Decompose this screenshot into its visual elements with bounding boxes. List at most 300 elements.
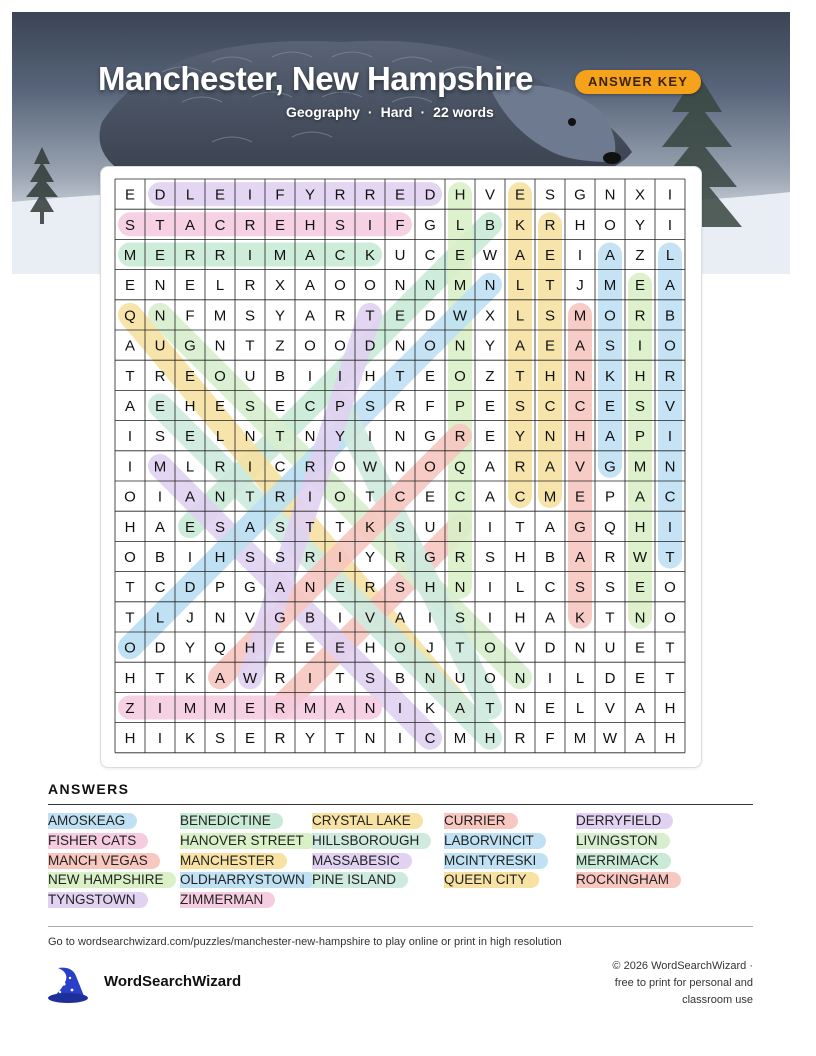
word-search-grid	[100, 166, 700, 766]
grid-cell-letter: M	[183, 700, 197, 717]
grid-cell-letter: R	[634, 307, 646, 325]
grid-cell-letter: Z	[485, 367, 495, 385]
grid-cell-letter: H	[364, 639, 376, 657]
answer-word: PINE ISLAND	[312, 872, 408, 888]
grid-cell-letter: L	[515, 579, 525, 597]
grid-cell-letter: H	[484, 730, 496, 748]
grid-cell-letter: V	[244, 609, 256, 627]
grid-cell-letter: I	[307, 367, 313, 385]
brand-name: WordSearchWizard	[104, 973, 242, 990]
grid-cell-letter: Z	[125, 700, 135, 717]
grid-cell-letter: D	[424, 307, 436, 325]
grid-cell-letter: J	[426, 639, 434, 657]
grid-cell-letter: A	[334, 700, 346, 717]
grid-cell-letter: R	[214, 247, 226, 264]
grid-cell-letter: E	[334, 639, 346, 657]
grid-cell-letter: R	[244, 277, 256, 295]
grid-cell-letter: T	[365, 488, 375, 506]
grid-cell-letter: C	[574, 398, 586, 415]
grid-cell-letter: O	[334, 458, 346, 476]
grid-cell-letter: B	[544, 549, 556, 566]
grid-cell-letter: N	[214, 488, 226, 506]
grid-cell-letter: R	[274, 488, 286, 506]
grid-cell-letter: E	[394, 307, 406, 325]
grid-cell-letter: S	[244, 398, 256, 415]
grid-cell-letter: L	[155, 609, 165, 627]
grid-cell-letter: N	[454, 337, 466, 355]
grid-cell-letter: T	[155, 216, 165, 234]
grid-cell-letter: D	[184, 579, 196, 597]
grid-cell-letter: K	[184, 669, 196, 687]
grid-cell-letter: S	[124, 216, 136, 234]
grid-cell-letter: R	[184, 247, 196, 264]
grid-cell-letter: O	[424, 337, 436, 355]
grid-cell-letter: B	[394, 669, 406, 687]
grid-cell-letter: E	[274, 639, 286, 657]
grid-cell-letter: A	[394, 609, 406, 627]
grid-cell-letter: E	[184, 277, 196, 295]
grid-cell-letter: G	[244, 579, 256, 597]
answer-key-badge: ANSWER KEY	[575, 70, 701, 94]
grid-cell-letter: E	[184, 367, 196, 385]
grid-cell-letter: T	[515, 518, 525, 536]
grid-cell-letter: S	[574, 579, 586, 597]
grid-cell-letter: N	[394, 428, 406, 446]
grid-cell-letter: I	[157, 700, 163, 717]
answer-word: BENEDICTINE	[180, 813, 283, 829]
grid-cell-letter: C	[544, 398, 556, 415]
grid-cell-letter: A	[484, 458, 496, 476]
grid-cell-letter: K	[424, 700, 436, 717]
grid-cell-letter: E	[634, 579, 646, 597]
grid-cell-letter: A	[184, 488, 196, 506]
grid-cell-letter: U	[394, 247, 406, 264]
grid-cell-letter: R	[544, 216, 556, 234]
answers-divider	[48, 804, 753, 805]
grid-cell-letter: M	[153, 458, 167, 476]
grid-cell-letter: I	[637, 337, 643, 355]
grid-cell-letter: H	[514, 549, 526, 566]
grid-cell-letter: I	[667, 518, 673, 536]
grid-cell-letter: W	[632, 549, 648, 566]
grid-cell-letter: G	[424, 216, 436, 234]
grid-cell-letter: W	[602, 730, 618, 748]
category-label: Geography	[286, 104, 360, 120]
grid-cell-letter: S	[334, 216, 346, 234]
grid-cell-letter: T	[335, 669, 345, 687]
grid-cell-letter: T	[665, 639, 675, 657]
answer-word: CURRIER	[444, 813, 518, 829]
answer-word: DERRYFIELD	[576, 813, 673, 829]
answer-word: MASSABESIC	[312, 853, 412, 869]
grid-cell-letter: R	[364, 186, 376, 204]
grid-cell-letter: S	[214, 730, 226, 748]
grid-cell-letter: A	[514, 247, 526, 264]
grid-cell-letter: N	[424, 669, 436, 687]
grid-cell-letter: E	[184, 518, 196, 536]
grid-cell-letter: C	[514, 488, 526, 506]
grid-cell-letter: A	[274, 579, 286, 597]
grid-cell-letter: N	[214, 337, 226, 355]
grid-cell-letter: U	[244, 367, 256, 385]
grid-cell-letter: C	[454, 488, 466, 506]
grid-cell-letter: T	[155, 669, 165, 687]
grid-cell-letter: X	[634, 186, 646, 204]
grid-cell-letter: I	[367, 216, 373, 234]
grid-cell-letter: N	[544, 428, 556, 446]
grid-cell-letter: C	[424, 730, 436, 748]
grid-cell-letter: R	[304, 549, 316, 566]
grid-cell-letter: N	[244, 428, 256, 446]
grid-cell-letter: E	[304, 639, 316, 657]
grid-cell-letter: O	[664, 609, 676, 627]
page-title: Manchester, New Hampshire	[98, 60, 533, 97]
grid-cell-letter: I	[337, 549, 343, 566]
grid-cell-letter: I	[337, 609, 343, 627]
grid-cell-letter: E	[274, 398, 286, 415]
grid-cell-letter: T	[245, 488, 255, 506]
grid-cell-letter: C	[424, 247, 436, 264]
grid-cell-letter: N	[574, 367, 586, 385]
grid-cell-letter: T	[305, 518, 315, 536]
grid-cell-letter: H	[544, 367, 556, 385]
grid-cell-letter: E	[184, 428, 196, 446]
grid-cell-letter: Q	[454, 458, 466, 476]
grid-cell-letter: S	[214, 518, 226, 536]
grid-cell-letter: S	[364, 669, 376, 687]
grid-cell-letter: H	[574, 428, 586, 446]
grid-cell-letter: P	[604, 488, 616, 506]
grid-cell-letter: P	[454, 398, 466, 415]
grid-cell-letter: A	[604, 247, 616, 264]
grid-cell-letter: S	[274, 549, 286, 566]
meta-separator: ·	[420, 104, 426, 120]
grid-cell-letter: N	[514, 669, 526, 687]
grid-cell-letter: D	[154, 639, 166, 657]
grid-cell-letter: R	[514, 730, 526, 748]
grid-cell-letter: I	[307, 488, 313, 506]
grid-cell-letter: I	[127, 428, 133, 446]
grid-cell-letter: S	[244, 549, 256, 566]
grid-cell-letter: S	[544, 186, 556, 204]
grid-cell-letter: P	[214, 579, 226, 597]
grid-cell-letter: S	[454, 609, 466, 627]
grid-cell-letter: O	[454, 367, 466, 385]
grid-cell-letter: S	[604, 337, 616, 355]
grid-cell-letter: E	[424, 367, 436, 385]
grid-cell-letter: N	[514, 700, 526, 717]
answer-word: ZIMMERMAN	[180, 892, 275, 908]
grid-cell-letter: E	[634, 277, 646, 295]
grid-cell-letter: Y	[304, 730, 316, 748]
grid-cell-letter: C	[304, 398, 316, 415]
grid-cell-letter: C	[664, 488, 676, 506]
grid-cell-letter: I	[247, 247, 253, 264]
grid-cell-letter: L	[215, 428, 225, 446]
grid-cell-letter: H	[364, 367, 376, 385]
grid-cell-letter: T	[125, 609, 135, 627]
grid-cell-letter: O	[334, 337, 346, 355]
grid-cell-letter: I	[247, 458, 253, 476]
grid-cell-letter: R	[664, 367, 676, 385]
grid-cell-letter: Y	[184, 639, 196, 657]
grid-cell-letter: M	[213, 700, 227, 717]
grid-cell-letter: I	[247, 186, 253, 204]
grid-cell-letter: T	[365, 307, 375, 325]
grid-cell-letter: D	[364, 337, 376, 355]
grid-cell-letter: O	[364, 277, 376, 295]
answer-word: HILLSBOROUGH	[312, 833, 431, 849]
grid-cell-letter: E	[244, 700, 256, 717]
grid-cell-letter: C	[214, 216, 226, 234]
grid-cell-letter: H	[634, 518, 646, 536]
answer-word: ROCKINGHAM	[576, 872, 681, 888]
grid-cell-letter: A	[124, 398, 136, 415]
grid-cell-letter: A	[154, 518, 166, 536]
grid-cell-letter: A	[184, 216, 196, 234]
grid-cell-letter: A	[304, 247, 316, 264]
grid-cell-letter: I	[337, 367, 343, 385]
grid-cell-letter: E	[634, 639, 646, 657]
grid-cell-letter: G	[604, 458, 616, 476]
grid-cell-letter: O	[214, 367, 226, 385]
grid-cell-letter: E	[604, 398, 616, 415]
copyright-line: free to print for personal and	[614, 977, 753, 989]
grid-cell-letter: V	[664, 398, 676, 415]
footer-divider	[48, 926, 753, 927]
grid-cell-letter: A	[634, 730, 646, 748]
answer-word: FISHER CATS	[48, 833, 148, 849]
grid-cell-letter: M	[273, 247, 287, 264]
grid-cell-letter: D	[424, 186, 436, 204]
grid-cell-letter: T	[125, 367, 135, 385]
answers-heading: ANSWERS	[48, 781, 130, 797]
grid-cell-letter: B	[274, 367, 286, 385]
grid-cell-letter: K	[184, 730, 196, 748]
grid-cell-letter: T	[665, 549, 675, 566]
grid-cell-letter: T	[275, 428, 285, 446]
grid-cell-letter: I	[457, 518, 463, 536]
grid-cell-letter: Q	[604, 518, 616, 536]
grid-cell-letter: U	[604, 639, 616, 657]
grid-cell-letter: O	[394, 639, 406, 657]
grid-cell-letter: E	[574, 488, 586, 506]
grid-cell-letter: A	[544, 458, 556, 476]
grid-cell-letter: I	[547, 669, 553, 687]
grid-cell-letter: O	[334, 488, 346, 506]
grid-cell-letter: T	[485, 700, 495, 717]
grid-cell-letter: S	[514, 398, 526, 415]
grid-cell-letter: P	[334, 398, 346, 415]
grid-cell-letter: S	[154, 428, 166, 446]
grid-cell-letter: H	[454, 186, 466, 204]
grid-cell-letter: N	[304, 428, 316, 446]
grid-cell-letter: E	[124, 186, 136, 204]
grid-cell-letter: G	[184, 337, 196, 355]
answer-word: MCINTYRESKI	[444, 853, 548, 869]
grid-cell-letter: R	[274, 700, 286, 717]
grid-cell-letter: R	[364, 579, 376, 597]
grid-cell-letter: O	[664, 337, 676, 355]
grid-cell-letter: M	[603, 277, 617, 295]
grid-cell-letter: M	[633, 458, 647, 476]
answer-word: LIVINGSTON	[576, 833, 670, 849]
grid-cell-letter: U	[154, 337, 166, 355]
grid-cell-letter: D	[604, 669, 616, 687]
grid-cell-letter: N	[634, 609, 646, 627]
grid-cell-letter: M	[573, 730, 587, 748]
grid-cell-letter: Y	[514, 428, 526, 446]
grid-cell-letter: Z	[635, 247, 645, 264]
grid-cell-letter: N	[364, 730, 376, 748]
grid-cell-letter: F	[425, 398, 435, 415]
grid-cell-letter: C	[544, 579, 556, 597]
grid-cell-letter: S	[484, 549, 496, 566]
grid-cell-letter: T	[395, 367, 405, 385]
answer-word: AMOSKEAG	[48, 813, 137, 829]
grid-cell-letter: I	[427, 609, 433, 627]
grid-cell-letter: E	[244, 730, 256, 748]
grid-cell-letter: L	[515, 277, 525, 295]
grid-cell-letter: R	[454, 428, 466, 446]
grid-cell-letter: V	[364, 609, 376, 627]
grid-cell-letter: A	[304, 277, 316, 295]
grid-cell-letter: O	[124, 488, 136, 506]
grid-cell-letter: N	[304, 579, 316, 597]
grid-cell-letter: N	[154, 277, 166, 295]
grid-cell-letter: I	[157, 730, 163, 748]
grid-cell-letter: I	[397, 700, 403, 717]
grid-cell-letter: I	[307, 669, 313, 687]
grid-cell-letter: K	[364, 247, 376, 264]
wizard-hat-icon	[46, 962, 90, 1006]
grid-cell-letter: N	[394, 458, 406, 476]
grid-cell-letter: W	[452, 307, 468, 325]
grid-cell-letter: K	[604, 367, 616, 385]
grid-cell-letter: N	[214, 609, 226, 627]
grid-cell-letter: F	[185, 307, 195, 325]
grid-cell-letter: H	[424, 579, 436, 597]
grid-cell-letter: O	[604, 307, 616, 325]
grid-cell-letter: S	[634, 398, 646, 415]
grid-cell-letter: M	[573, 307, 587, 325]
grid-cell-letter: A	[304, 307, 316, 325]
grid-cell-letter: T	[455, 639, 465, 657]
grid-cell-letter: O	[304, 337, 316, 355]
grid-cell-letter: N	[424, 277, 436, 295]
grid-cell-letter: L	[575, 700, 585, 717]
grid-cell-letter: F	[395, 216, 405, 234]
grid-cell-letter: E	[484, 428, 496, 446]
grid-cell-letter: N	[364, 700, 376, 717]
grid-cell-letter: O	[124, 549, 136, 566]
grid-cell-letter: M	[453, 730, 467, 748]
grid-cell-letter: H	[124, 730, 136, 748]
grid-cell-letter: N	[574, 639, 586, 657]
grid-cell-letter: K	[364, 518, 376, 536]
grid-cell-letter: E	[124, 277, 136, 295]
grid-cell-letter: T	[515, 367, 525, 385]
grid-cell-letter: T	[125, 579, 135, 597]
grid-cell-letter: G	[424, 549, 436, 566]
grid-cell-letter: M	[123, 247, 137, 264]
answer-word: LABORVINCIT	[444, 833, 546, 849]
grid-cell-letter: E	[544, 247, 556, 264]
grid-cell-letter: A	[574, 549, 586, 566]
grid-cell-letter: L	[665, 247, 675, 264]
grid-cell-letter: H	[124, 518, 136, 536]
grid-cell-letter: N	[394, 277, 406, 295]
grid-cell-letter: Y	[334, 428, 346, 446]
answer-word: QUEEN CITY	[444, 872, 539, 888]
grid-cell-letter: H	[634, 367, 646, 385]
grid-cell-letter: E	[214, 398, 226, 415]
grid-cell-letter: R	[274, 669, 286, 687]
grid-cell-letter: N	[154, 307, 166, 325]
grid-cell-letter: I	[577, 247, 583, 264]
answer-word: MERRIMACK	[576, 853, 671, 869]
grid-cell-letter: A	[484, 488, 496, 506]
grid-cell-letter: I	[157, 488, 163, 506]
grid-cell-letter: K	[514, 216, 526, 234]
grid-cell-letter: A	[124, 337, 136, 355]
grid-cell-letter: Q	[124, 307, 136, 325]
grid-cell-letter: T	[665, 669, 675, 687]
grid-cell-letter: W	[362, 458, 378, 476]
grid-cell-letter: A	[214, 669, 226, 687]
copyright-line: © 2026 WordSearchWizard ·	[612, 960, 753, 972]
grid-cell-letter: U	[454, 669, 466, 687]
grid-cell-letter: O	[124, 639, 136, 657]
grid-cell-letter: O	[424, 458, 436, 476]
grid-cell-letter: D	[154, 186, 166, 204]
grid-cell-letter: A	[244, 518, 256, 536]
grid-cell-letter: L	[185, 186, 195, 204]
answer-word: MANCH VEGAS	[48, 853, 160, 869]
grid-cell-letter: R	[394, 549, 406, 566]
grid-cell-letter: Y	[484, 337, 496, 355]
grid-cell-letter: R	[394, 398, 406, 415]
grid-cell-letter: C	[274, 458, 286, 476]
difficulty-label: Hard	[380, 104, 413, 120]
grid-cell-letter: M	[213, 307, 227, 325]
grid-cell-letter: T	[335, 518, 345, 536]
grid-cell-letter: M	[543, 488, 557, 506]
grid-cell-letter: L	[575, 669, 585, 687]
grid-cell-letter: I	[487, 518, 493, 536]
grid-cell-letter: E	[544, 700, 556, 717]
grid-cell-letter: H	[214, 549, 226, 566]
grid-cell-letter: L	[215, 277, 225, 295]
grid-cell-letter: N	[664, 458, 676, 476]
grid-cell-letter: N	[394, 337, 406, 355]
grid-cell-letter: S	[544, 307, 556, 325]
grid-cell-letter: T	[545, 277, 555, 295]
grid-cell-letter: A	[634, 700, 646, 717]
grid-cell-letter: S	[604, 579, 616, 597]
answer-word: NEW HAMPSHIRE	[48, 872, 176, 888]
grid-cell-letter: N	[484, 277, 496, 295]
grid-cell-letter: R	[214, 458, 226, 476]
grid-cell-letter: V	[514, 639, 526, 657]
grid-cell-letter: K	[574, 609, 586, 627]
grid-cell-letter: A	[544, 609, 556, 627]
grid-cell-letter: C	[154, 579, 166, 597]
grid-cell-letter: T	[335, 730, 345, 748]
grid-cell-letter: R	[304, 458, 316, 476]
grid-cell-letter: O	[664, 579, 676, 597]
grid-cell-letter: I	[187, 549, 193, 566]
